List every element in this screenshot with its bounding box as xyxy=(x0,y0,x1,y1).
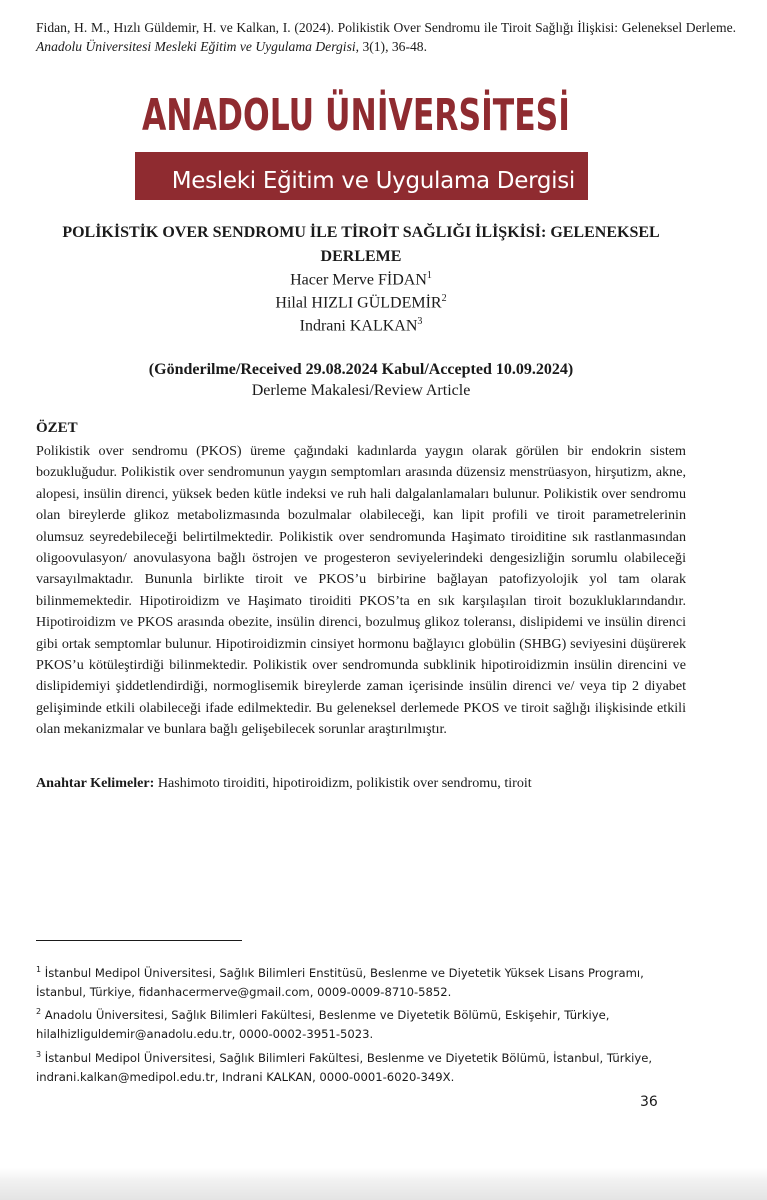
received-accepted-dates: (Gönderilme/Received 29.08.2024 Kabul/Accepted 10.09.2024) xyxy=(148,361,574,378)
footnote-mark: 1 xyxy=(36,965,42,974)
footnote-mark: 3 xyxy=(36,1050,42,1059)
abstract-text: Polikistik over sendromu (PKOS) üreme çağındaki kadınlarda yaygın olarak görülen bir endokrin sistem bozukluğudur. Polikistik over sendromunun yaygın semptomları arasında düzensiz menstrüasyon, hirşutizm, akne, alopesi, insülin direnci, yüksek beden kütle indeksi ve ruh hali dalgalanlamaları bulunur. Polikistik over sendromu olan bireylerde glikoz metabolizmasında bozulmalar olabileceği, kan lipit profili ve tiroit parametrelerinin olumsuz seyredebileceği belirtilmektedir. Polikistik over sendromunda Haşimato tiroiditine sık rastlanmasından oligoovulasyon/ anovulasyona bağlı östrojen ve progesteron seviyelerindeki dengesizliğin sorumlu olabileceği varsayılmaktadır. Bununla birlikte tiroit ve PKOS’u birbirine bağlayan patofizyolojik yol tam olarak bilinmemektedir. Hipotiroidizm ve Haşimato tiroiditi PKOS’ta en sık karşılaşılan tiroit bozukluklarındandır. Hipotiroidizm ve PKOS arasında obezite, insülin direnci, bozulmuş glikoz toleransı, dislipidemi ve insülin direnci gibi ortak semptomlar bulunur. Hipotiroidizmin cinsiyet hormonu bağlayıcı globülin (SHBG) seviyesini düşürerek PKOS’u kötüleştirdiği bilinmektedir. Polikistik over sendromunda subklinik hipotiroidizmin insülin direncini ve dislipidemiyi şiddetlendirdiği, normoglisemik bireylerde zaman içerisinde insülin direnci ve/ veya tip 2 diyabet gelişiminde etkili olabileceği ifade edilmektedir. Bu geleneksel derlemede PKOS ve tiroit sağlığı ilişkisinde etkili olan mekanizmalar ve bunlara bağlı gelişebilecek sorunlar araştırılmıştır. xyxy=(36,443,686,738)
author-affiliation-mark: 1 xyxy=(426,270,432,281)
author-name: Indrani KALKAN xyxy=(299,317,418,335)
author-affiliation-mark: 3 xyxy=(417,316,423,327)
university-logo-text: ANADOLU ÜNİVERSİTESİ xyxy=(142,90,742,141)
journal-banner: Mesleki Eğitim ve Uygulama Dergisi xyxy=(135,152,588,200)
article-title: POLİKİSTİK OVER SENDROMU İLE TİROİT SAĞLIĞI İLİŞKİSİ: GELENEKSEL DERLEME xyxy=(62,224,660,265)
citation xyxy=(36,18,736,56)
keywords-text: Hashimoto tiroiditi, hipotiroidizm, polikistik over sendromu, tiroit xyxy=(157,775,532,791)
footnote-divider xyxy=(36,940,242,941)
footnote-text: İstanbul Medipol Üniversitesi, Sağlık Bilimleri Fakültesi, Beslenme ve Diyetetik Bölümü, İstanbul, Türkiye, indrani.kalkan@medipol.edu.tr, Indrani KALKAN, 0000-0001-6020-349X. xyxy=(36,1050,653,1084)
page-number: 36 xyxy=(640,1094,658,1110)
author-3 xyxy=(36,311,686,337)
footnote-text: Anadolu Üniversitesi, Sağlık Bilimleri Fakültesi, Beslenme ve Diyetetik Bölümü, Eskişehir, Türkiye, hilalhizliguldemir@anadolu.edu.tr, 0000-0002-3951-5023. xyxy=(36,1007,610,1041)
citation-volume: , 3(1), 36-48. xyxy=(355,39,427,54)
author-name: Hilal HIZLI GÜLDEMİR xyxy=(275,294,442,312)
footnote-text: İstanbul Medipol Üniversitesi, Sağlık Bilimleri Enstitüsü, Beslenme ve Diyetetik Yüksek Lisans Programı, İstanbul, Türkiye, fidanhacermerve@gmail.com, 0009-0009-8710-5852. xyxy=(36,965,644,999)
citation-authors: Fidan, H. M., Hızlı Güldemir, H. ve Kalkan, I. (2024). Polikistik Over Sendromu ile Tiroit Sağlığı İlişkisi: Geleneksel Derleme. xyxy=(36,20,736,35)
university-logo xyxy=(135,84,742,146)
citation-journal: Anadolu Üniversitesi Mesleki Eğitim ve Uygulama Dergisi xyxy=(36,39,356,54)
viewer-bottom-edge xyxy=(0,1168,767,1200)
footnote-1 xyxy=(36,960,696,1002)
footnote-3 xyxy=(36,1045,696,1087)
footnote-2 xyxy=(36,1002,696,1044)
abstract-heading: ÖZET xyxy=(36,420,78,436)
author-affiliation-mark: 2 xyxy=(441,293,447,304)
footnote-mark: 2 xyxy=(36,1007,42,1016)
author-name: Hacer Merve FİDAN xyxy=(290,271,427,289)
keywords xyxy=(36,773,696,794)
article-type: Derleme Makalesi/Review Article xyxy=(251,382,471,399)
keywords-label: Anahtar Kelimeler: xyxy=(36,775,155,791)
